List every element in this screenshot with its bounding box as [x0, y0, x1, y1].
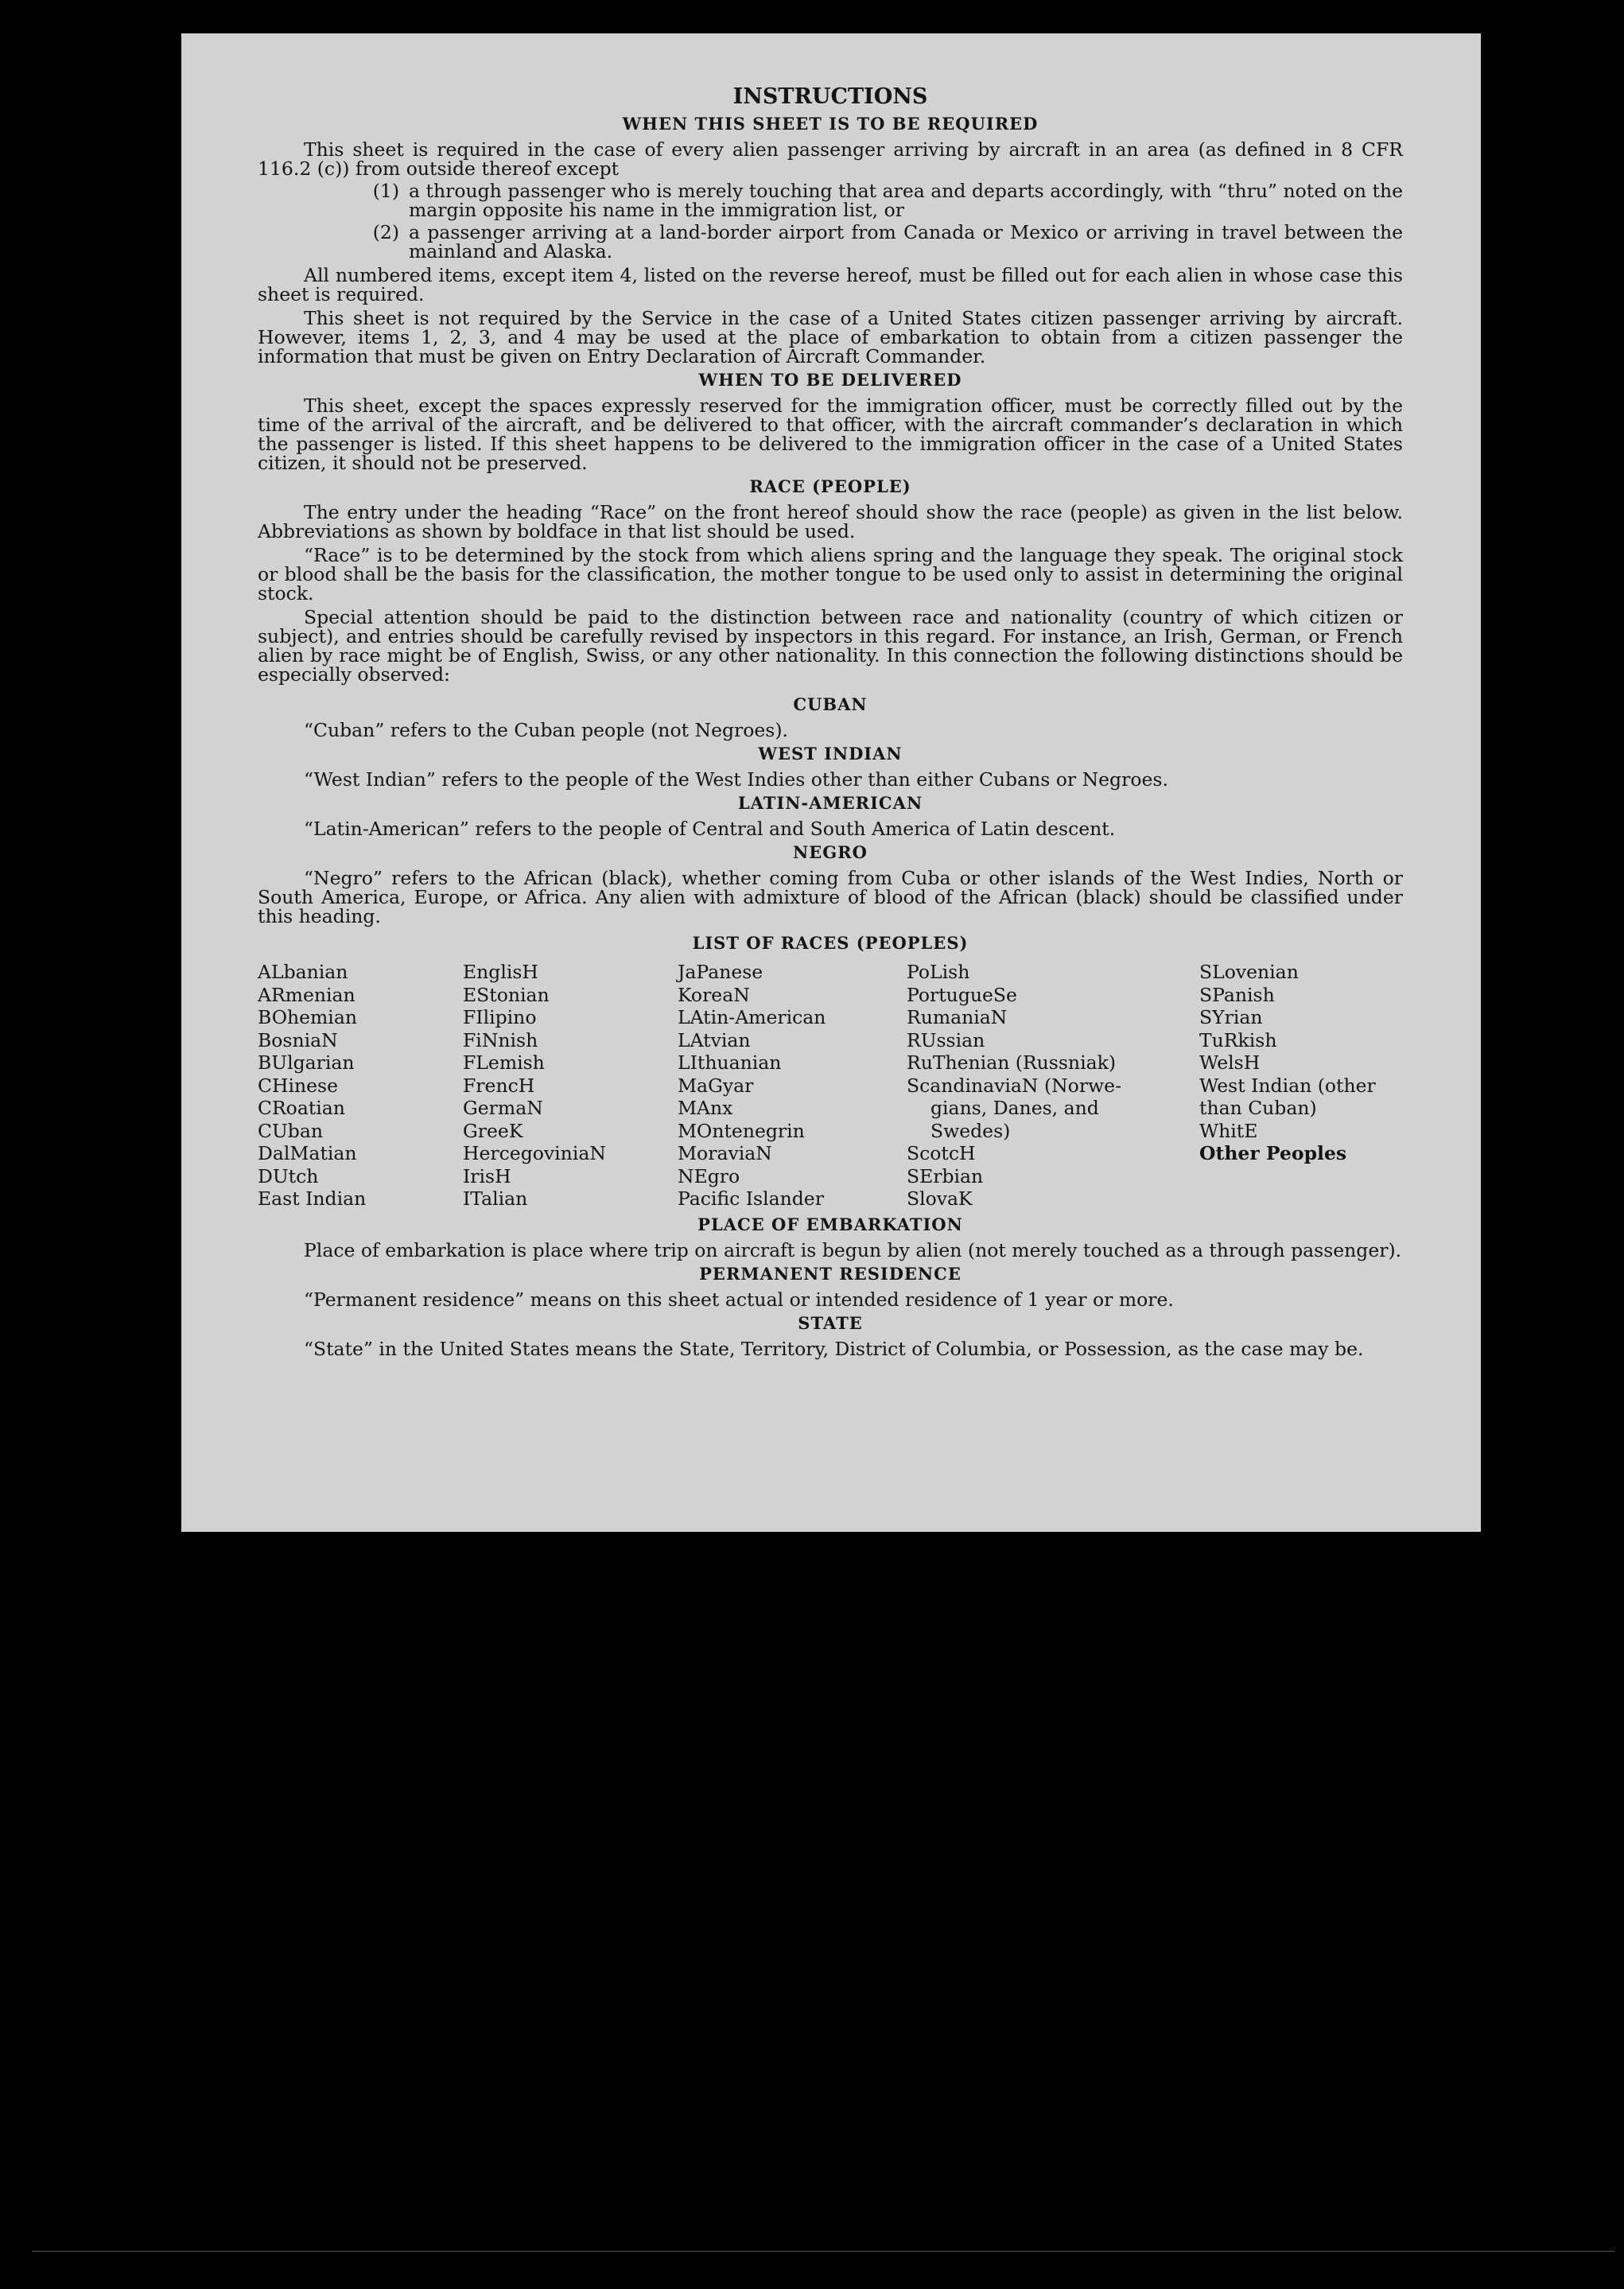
race-entry: gians, Danes, and: [930, 1097, 1099, 1119]
exception-item: [258, 181, 1403, 220]
race-list: [258, 961, 1403, 1211]
exception-text: a through passenger who is merely touching that area and departs accordingly, with “thru” noted on the margin opposite his name in the immigration list, or: [409, 180, 1403, 221]
race-entry: ScandinaviaN (Norwe-: [907, 1074, 1122, 1097]
race-entry: ALbanian: [258, 961, 348, 983]
race-entry: CHinese: [258, 1074, 338, 1097]
exception-number: (1): [372, 180, 399, 202]
race-entry: Swedes): [930, 1119, 1011, 1142]
race-column-3: [678, 961, 907, 1211]
race-entry: FiNnish: [463, 1028, 538, 1051]
race-entry: DalMatian: [258, 1142, 357, 1164]
race-entry: IrisH: [463, 1164, 511, 1187]
race-entry: MAnx: [678, 1097, 733, 1119]
paragraph-latin-american: “Latin-American” refers to the people of Central and South America of Latin descent.: [304, 818, 1116, 840]
race-column-2: [463, 961, 678, 1211]
paragraph-citizen: This sheet is not required by the Service in the case of a United States citizen passenger arriving by aircraft. However, items 1, 2, 3, and 4 may be used at the place of embarkation to obtain from a citizen passenger the information that must be given on Entry Declaration of Aircraft Commander.: [258, 307, 1403, 367]
race-entry: MOntenegrin: [678, 1119, 805, 1142]
race-entry: SErbian: [907, 1164, 984, 1187]
race-entry: RuThenian (Russniak): [907, 1051, 1116, 1074]
race-entry: GermaN: [463, 1097, 543, 1119]
race-column-1: [258, 961, 463, 1211]
sheet-content: [258, 84, 1403, 1358]
race-entry: BosniaN: [258, 1028, 338, 1051]
heading-when-required: WHEN THIS SHEET IS TO BE REQUIRED: [622, 114, 1039, 134]
race-entry: TuRkish: [1199, 1028, 1277, 1051]
race-entry: RumaniaN: [907, 1006, 1008, 1028]
race-entry: LIthuanian: [678, 1051, 782, 1074]
instruction-sheet: [181, 33, 1481, 1532]
race-entry: FLemish: [463, 1051, 545, 1074]
race-entry: FIlipino: [463, 1006, 537, 1028]
race-entry: WhitE: [1199, 1119, 1258, 1142]
race-entry: LAtin-American: [678, 1006, 826, 1028]
race-entry: CRoatian: [258, 1097, 345, 1119]
heading-west-indian: WEST INDIAN: [758, 744, 903, 764]
race-entry: JaPanese: [678, 961, 763, 983]
race-entry: KoreaN: [678, 983, 750, 1006]
paragraph-negro: “Negro” refers to the African (black), whether coming from Cuba or other islands of the West Indies, North or South America, Europe, or Africa. Any alien with admixture of blood of the African (black) should be classified under this heading.: [258, 867, 1403, 927]
scan-bottom-line: [32, 2251, 1614, 2252]
race-entry: RUssian: [907, 1028, 985, 1051]
race-entry: ARmenian: [258, 983, 355, 1006]
paragraph-state: “State” in the United States means the State, Territory, District of Columbia, or Possession, as the case may be.: [304, 1337, 1364, 1360]
page-title: INSTRUCTIONS: [732, 84, 928, 109]
race-entry: PoLish: [907, 961, 970, 983]
paragraph-west-indian: “West Indian” refers to the people of the West Indies other than either Cubans or Negroes.: [304, 768, 1168, 791]
heading-place-of-embarkation: PLACE OF EMBARKATION: [697, 1214, 963, 1234]
race-entry: FrencH: [463, 1074, 535, 1097]
paragraph-embarkation: Place of embarkation is place where trip on aircraft is begun by alien (not merely touched as a through passenger).: [304, 1238, 1402, 1261]
race-entry: BUlgarian: [258, 1051, 355, 1074]
heading-race: RACE (PEOPLE): [749, 476, 911, 496]
race-entry: Other Peoples: [1199, 1142, 1347, 1164]
heading-negro: NEGRO: [793, 842, 868, 862]
race-entry: Pacific Islander: [678, 1187, 824, 1210]
race-entry: BOhemian: [258, 1006, 357, 1028]
race-entry: West Indian (other: [1199, 1074, 1376, 1097]
race-entry: EnglisH: [463, 961, 538, 983]
race-entry: HercegoviniaN: [463, 1142, 606, 1164]
race-entry: WelsH: [1199, 1051, 1261, 1074]
race-column-4: [907, 961, 1199, 1211]
paragraph-race-3: Special attention should be paid to the distinction between race and nationality (country of which citizen or subject), and entries should be carefully revised by inspectors in this regard. For instance, an Irish, German, or French alien by race might be of English, Swiss, or any other nationality. In this connection the following distinctions should be especially observed:: [258, 606, 1403, 686]
race-entry: EStonian: [463, 983, 550, 1006]
paragraph-numbered-items: All numbered items, except item 4, listed on the reverse hereof, must be filled out for each alien in whose case this sheet is required.: [258, 264, 1403, 305]
race-entry: East Indian: [258, 1187, 367, 1210]
race-entry: MoraviaN: [678, 1142, 772, 1164]
race-column-5: [1199, 961, 1403, 1211]
race-entry: NEgro: [678, 1164, 740, 1187]
heading-list-of-races: LIST OF RACES (PEOPLES): [692, 933, 969, 953]
race-entry: SYrian: [1199, 1006, 1263, 1028]
exception-text: a passenger arriving at a land-border airport from Canada or Mexico or arriving in travel between the mainland and Alaska.: [409, 221, 1403, 262]
paragraph-intro: This sheet is required in the case of every alien passenger arriving by aircraft in an area (as defined in 8 CFR 116.2 (c)) from outside thereof except: [258, 138, 1403, 180]
race-entry: PortugueSe: [907, 983, 1017, 1006]
exception-item: [258, 223, 1403, 261]
race-entry: than Cuban): [1199, 1097, 1317, 1119]
paragraph-race-1: The entry under the heading “Race” on the front hereof should show the race (people) as given in the list below. Abbreviations as shown by boldface in that list should be used.: [258, 501, 1403, 542]
paragraph-cuban: “Cuban” refers to the Cuban people (not Negroes).: [304, 719, 789, 741]
race-entry: GreeK: [463, 1119, 523, 1142]
race-entry: ScotcH: [907, 1142, 976, 1164]
heading-state: STATE: [798, 1312, 863, 1333]
heading-latin-american: LATIN-AMERICAN: [737, 793, 923, 813]
heading-when-delivered: WHEN TO BE DELIVERED: [698, 370, 962, 390]
race-entry: DUtch: [258, 1164, 319, 1187]
race-entry: SLovenian: [1199, 961, 1299, 983]
race-entry: CUban: [258, 1119, 323, 1142]
paragraph-race-2: “Race” is to be determined by the stock from which aliens spring and the language they speak. The original stock or blood shall be the basis for the classification, the mother tongue to be used only to assist in determining the original stock.: [258, 544, 1403, 604]
race-entry: SPanish: [1199, 983, 1275, 1006]
race-entry: ITalian: [463, 1187, 528, 1210]
race-entry: SlovaK: [907, 1187, 973, 1210]
exception-number: (2): [372, 221, 399, 243]
paragraph-permanent-residence: “Permanent residence” means on this sheet actual or intended residence of 1 year or more.: [304, 1288, 1174, 1311]
race-entry: LAtvian: [678, 1028, 751, 1051]
heading-permanent-residence: PERMANENT RESIDENCE: [699, 1263, 962, 1284]
paragraph-delivered: This sheet, except the spaces expressly reserved for the immigration officer, must be correctly filled out by the time of the arrival of the aircraft, and be delivered to that officer, with the aircraft commander’s declaration in which the passenger is listed. If this sheet happens to be delivered to the immigration officer in the case of a United States citizen, it should not be preserved.: [258, 394, 1403, 474]
race-entry: MaGyar: [678, 1074, 754, 1097]
heading-cuban: CUBAN: [793, 694, 868, 714]
